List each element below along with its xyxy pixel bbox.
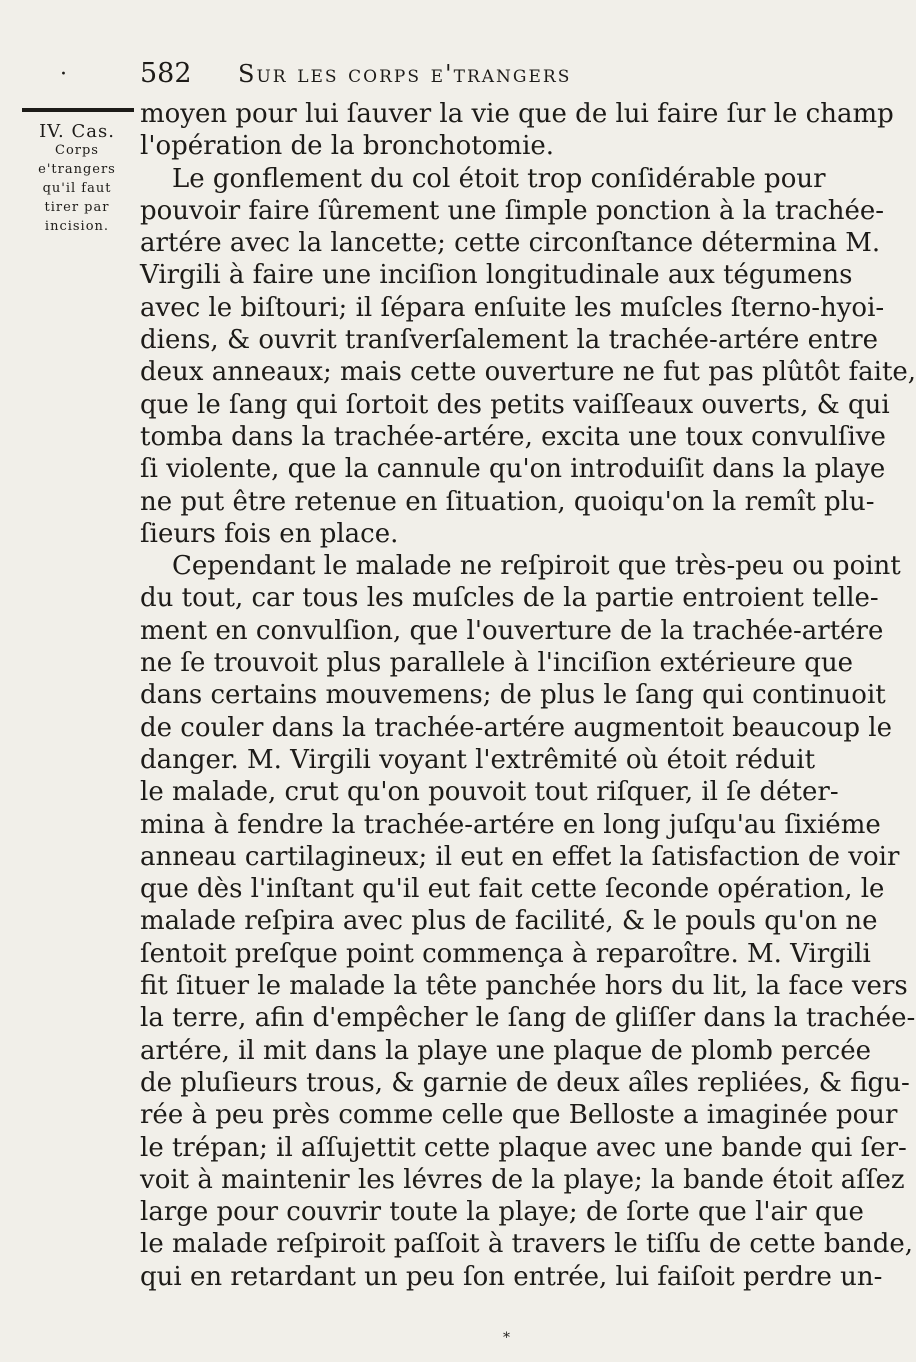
section-rule [22, 108, 134, 112]
text-line: que le ſang qui ſortoit des petits vaiſſeaux ouverts, & qui [140, 389, 890, 420]
text-line: ſentoit preſque point commença à reparoître. M. Virgili [140, 938, 871, 969]
text-line: ſi violente, que la cannule qu'on introduiſit dans la playe [140, 454, 886, 485]
text-line: danger. M. Virgili voyant l'extrêmité où étoit réduit [140, 744, 816, 775]
text-line: du tout, car tous les muſcles de la partie entroient telle- [140, 583, 879, 614]
text-line: ment en convulſion, que l'ouverture de la trachée-artére [140, 615, 884, 646]
text-line: voit à maintenir les lévres de la playe; la bande étoit aſſez [140, 1164, 905, 1195]
text-line: le malade reſpiroit paſſoit à travers le tiſſu de cette bande, [140, 1229, 914, 1260]
text-line: avec le biſtouri; il ſépara enſuite les muſcles ſterno-hyoi- [140, 292, 885, 323]
running-title: Sur les corps e'trangers [238, 60, 572, 88]
text-line: Cependant le malade ne reſpiroit que très-peu ou point [172, 551, 901, 582]
case-label: IV. Cas. [39, 121, 115, 142]
text-line: diens, & ouvrit tranſverſalement la trachée-artére entre [140, 325, 879, 356]
text-line: mina à fendre la trachée-artére en long juſqu'au ſixiéme [140, 809, 881, 840]
text-line: tomba dans la trachée-artére, excita une toux convulſive [140, 421, 886, 452]
text-line: Le gonflement du col étoit trop conſidérable pour [172, 163, 826, 194]
text-line: le trépan; il aſſujettit cette plaque avec une bande qui ſer- [140, 1132, 907, 1163]
text-line: ne ſe trouvoit plus parallele à l'inciſion extérieure que [140, 648, 854, 679]
running-header [60, 58, 670, 94]
header-bullet: · [60, 62, 67, 87]
printer-mark: * [503, 1330, 510, 1346]
margin-note-line: Corps [55, 143, 99, 158]
margin-note-line: e'trangers [38, 162, 116, 177]
text-line: rée à peu près comme celle que Belloste a imaginée pour [140, 1100, 898, 1131]
text-line: artére avec la lancette; cette circonſtance détermina M. [140, 228, 881, 259]
text-line: de couler dans la trachée-artére augmentoit beaucoup le [140, 712, 892, 743]
page-number: 582 [140, 58, 192, 89]
text-line: ne put être retenue en ſituation, quoiqu'on la remît plu- [140, 486, 875, 517]
text-line: moyen pour lui ſauver la vie que de lui faire ſur le champ [140, 99, 894, 129]
text-line: pouvoir faire ſûrement une ſimple ponction à la trachée- [140, 195, 885, 226]
text-line: fit ſituer le malade la tête panchée hors du lit, la face vers [140, 971, 908, 1002]
text-line: l'opération de la bronchotomie. [140, 131, 555, 162]
body-text [140, 98, 916, 1293]
text-line: que dès l'inſtant qu'il eut fait cette ſeconde opération, le [140, 874, 885, 905]
text-line: de pluſieurs trous, & garnie de deux aîles repliées, & figu- [140, 1067, 910, 1098]
margin-note-line: incision. [44, 219, 110, 234]
text-line: anneau cartilagineux; il eut en effet la ſatisfaction de voir [140, 841, 900, 872]
text-line: le malade, crut qu'on pouvoit tout riſquer, il ſe déter- [140, 777, 839, 808]
text-line: qui en retardant un peu ſon entrée, lui faiſoit perdre un- [140, 1261, 883, 1292]
text-line: large pour couvrir toute la playe; de ſorte que l'air que [140, 1197, 864, 1228]
text-line: la terre, afin d'empêcher le ſang de gliſſer dans la trachée- [140, 1003, 916, 1034]
text-line: dans certains mouvemens; de plus le ſang qui continuoit [140, 680, 886, 711]
text-line: Virgili à faire une inciſion longitudinale aux tégumens [140, 260, 853, 291]
margin-note-line: qu'il faut [42, 181, 112, 196]
text-line: malade reſpira avec plus de facilité, & le pouls qu'on ne [140, 906, 878, 937]
text-line: deux anneaux; mais cette ouverture ne fut pas plûtôt faite, [140, 357, 916, 388]
margin-note-line: tirer par [44, 200, 110, 215]
text-line: ſieurs fois en place. [140, 518, 399, 549]
margin-note [18, 122, 136, 236]
text-line: artére, il mit dans la playe une plaque de plomb percée [140, 1035, 871, 1066]
